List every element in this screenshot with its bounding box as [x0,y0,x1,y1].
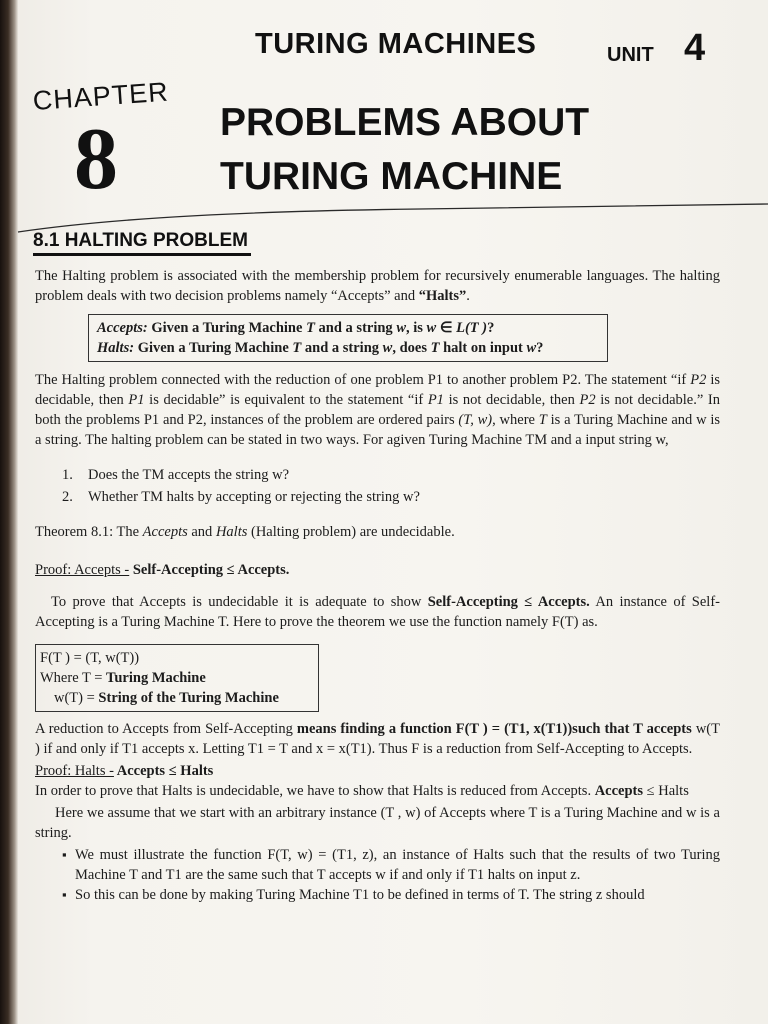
text-run: P1 [427,392,444,408]
text-run: , is [405,320,427,336]
text-run: and [187,524,216,540]
text-run: An instance of Self-Accepting is a Turing Machine T. Here to prove the theorem we use the function namely F(T) as. [35,594,720,630]
text-run: T [292,340,302,356]
text-run: is decidable” is equivalent to the statement “if [144,392,428,408]
definition-accepts [97,318,599,338]
text-run: L(T ) [456,320,488,336]
text-run: , does [392,340,431,356]
list-item-text: Whether TM halts by accepting or rejecting the string w? [88,489,420,505]
text-run: w [382,340,393,356]
definition-term: Halts: [97,340,135,356]
text-run: w(T ) if and only if T1 accepts x. Letting T1 = T and x = x(T1). Thus F is a reduction from Self-Accepting to Accepts. [35,721,720,757]
text-run: means finding a function F(T ) = (T1, x(T1))such that T accepts [296,721,692,737]
text-run: In order to prove that Halts is undecidable, we have to show that Halts is reduced from Accepts. [35,783,595,799]
text-run: String of the Turing Machine [98,690,279,706]
text-run: Given a Turing Machine [134,340,293,356]
text-run: (T, w) [458,412,493,428]
chapter-title-line: TURING MACHINE [220,155,563,198]
text-run: T [306,320,315,336]
proof-label: Proof: Halts - [35,763,114,779]
proof-label: Proof: Accepts - [35,562,130,578]
text-run: Accepts [142,524,188,540]
section-heading: 8.1 HALTING PROBLEM [33,229,251,256]
unit-label: UNIT [607,44,654,66]
question-list [35,464,720,508]
assumption-paragraph: Here we assume that we start with an arbitrary instance (T , w) of Accepts where T is a Turing Machine and w is a string. [35,805,720,841]
definition-box [88,314,608,362]
text-run: and a string [314,320,397,336]
text-run: ? [536,340,544,356]
text-run: P1 [128,392,145,408]
text-run: P2 [690,372,707,388]
text-run: is decidable, then [35,372,721,408]
text-run: ∈ [436,320,457,336]
bullet-list [35,845,720,905]
page-body [35,266,720,905]
list-number: 2. [62,489,73,505]
proof-halts-heading [35,761,720,781]
proof-accepts-paragraph [35,592,720,632]
theorem-label: Theorem 8.1: [35,524,114,540]
intro-paragraph [35,266,720,306]
proof-statement: Self-Accepting ≤ Accepts. [129,562,290,578]
reduction-explanation-paragraph [35,719,720,759]
text-run: ? [487,320,495,336]
proof-statement: Accepts ≤ Halts [113,763,214,779]
text-run: w(T) = [54,690,99,706]
function-definition-box [35,644,319,712]
text-run: The Halting problem is associated with the membership problem for recursively enumerable languages. The halting problem deals with two decision problems namely “Accepts” and [35,268,720,304]
text-run: is not decidable, then [443,392,580,408]
text-run: is not decidable.” In both the problems P1 and P2, instances of the problem are ordered pairs [35,392,721,428]
text-run: Self-Accepting ≤ Accepts. [427,594,590,610]
bullet-item: ▪ So this can be done by making Turing Machine T1 to be defined in terms of T. The string z should [75,885,720,905]
text-run: Where T = [40,670,107,686]
text-run: To prove that Accepts is undecidable it is adequate to show [51,594,428,610]
definition-term: Accepts: [97,320,148,336]
text-run: A reduction to Accepts from Self-Accepting [35,721,297,737]
text-run: Accepts [594,783,644,799]
proof-halts-paragraph [35,781,720,801]
chapter-label: CHAPTER [31,76,170,117]
chapter-title [220,96,589,204]
function-string-line [40,688,314,708]
text-run: (Halting problem) are undecidable. [247,524,455,540]
text-run: T [430,340,440,356]
text-run: Turing Machine [106,670,206,686]
unit-title: TURING MACHINES [255,28,537,60]
text-run: T [538,412,547,428]
unit-number: 4 [684,27,706,69]
chapter-number: 8 [74,111,118,208]
definition-halts [97,338,599,358]
text-run: w [526,340,537,356]
function-line: F(T ) = (T, w(T)) [40,650,140,666]
text-run: Halts [215,524,248,540]
proof-accepts-heading [35,560,720,580]
text-run: The Halting problem connected with the reduction of one problem P1 to another problem P2. The statement “if [35,372,691,388]
text-run: P2 [579,392,596,408]
text-run: w [396,320,406,336]
theorem-statement [35,522,720,542]
text-run: Given a Turing Machine [147,320,307,336]
text-run: halt on input [439,340,527,356]
text-run: and a string [301,340,383,356]
text-run: is a Turing Machine and w is a string. The halting problem can be stated in two ways. For agiven Turing Machine TM and a input string w, [35,412,721,448]
list-item [62,486,720,508]
list-number: 1. [62,467,73,483]
bullet-item: ▪ We must illustrate the function F(T, w) = (T1, z), an instance of Halts such that the results of two Turing Machine T and T1 are the same such that T accepts w if and only if T1 halts on input z. [75,845,720,885]
text-run: ≤ Halts [643,783,689,799]
list-item [62,464,720,486]
text-run: , where [492,412,539,428]
chapter-title-line: PROBLEMS ABOUT [220,101,590,144]
text-run: w [426,320,437,336]
reduction-paragraph [35,370,720,450]
text-run: . [466,288,470,304]
text-run: The [113,524,143,540]
function-where-line [40,668,314,688]
book-binding-shadow [0,0,18,1024]
text-run: “Halts” [418,288,467,304]
list-item-text: Does the TM accepts the string w? [88,467,290,483]
